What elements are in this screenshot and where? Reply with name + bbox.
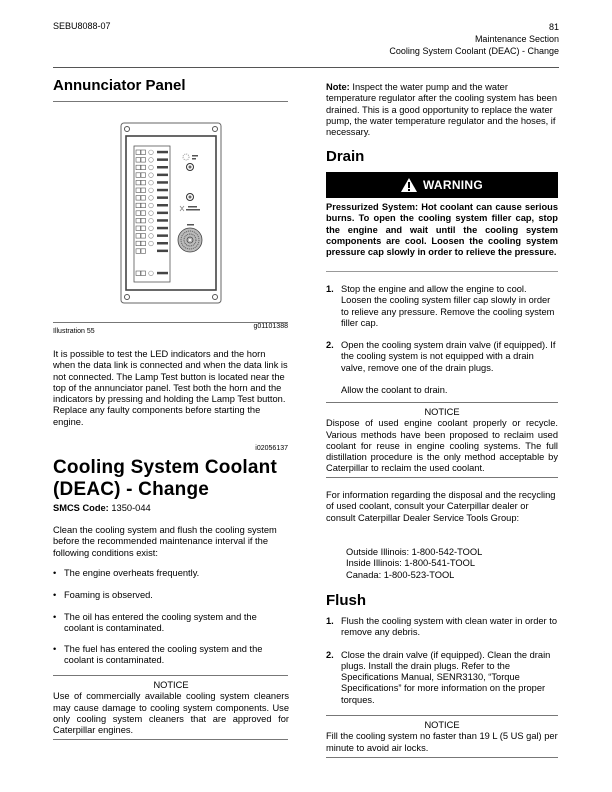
notice1-text: Dispose of used engine coolant properly or recycle. Various methods have been proposed to reclaim used coolant for reuse in engine cooling systems. The full distillation procedure is the only method acceptable by Caterpillar to reclaim the used coolant.	[326, 418, 558, 474]
running-header	[389, 21, 559, 57]
notice1-box	[326, 407, 558, 475]
notice-text: Use of commercially available cooling system cleaners may cause damage to cooling system components. Use only cooling system cleaners that are approved for Caterpillar engines.	[53, 691, 289, 736]
section-title-line2: (DEAC) - Change	[53, 479, 210, 500]
notice2-rule-bottom	[326, 757, 558, 758]
indicator-led	[136, 158, 141, 163]
flush-heading: Flush	[326, 592, 366, 609]
drain-step-2-extra: Allow the coolant to drain.	[341, 385, 448, 396]
indicator-led	[136, 165, 141, 170]
conditions-list	[53, 568, 289, 667]
indicator-led	[136, 173, 141, 178]
disposal-paragraph: For information regarding the disposal and the recycling of used coolant, consult your Caterpillar dealer or consult Caterpillar Dealer Service Tools Group:	[326, 490, 556, 523]
indicator-label	[157, 234, 168, 237]
warning-rule	[326, 271, 558, 272]
flush-step-2: 2. Close the drain valve (if equipped). Clean the drain plugs. Install the drain plugs. Refer to the Specifications Manual, SENR3130, “Torque Specifications” for more information on the proper torques.	[326, 649, 551, 705]
notice2-rule-top	[326, 715, 558, 716]
illustration-caption: Illustration 55	[53, 328, 95, 335]
indicator-led	[136, 150, 141, 155]
indicator-label	[157, 189, 168, 192]
list-item: • The fuel has entered the cooling system and the coolant is contaminated.	[53, 644, 263, 666]
indicator-label	[157, 151, 168, 154]
warning-bar	[326, 172, 558, 198]
flush-step-1: 1. Flush the cooling system with clean water in order to remove any debris.	[326, 616, 557, 638]
warning-text: Pressurized System: Hot coolant can cause serious burns. To open the cooling system filler cap, stop the engine and wait until the cooling system components are cool. Loosen the cooling system pressure cap slowly in order to relieve the pressure.	[326, 202, 558, 258]
indicator-label	[157, 158, 168, 161]
indicator-label	[157, 166, 168, 169]
indicator-led	[141, 241, 146, 246]
indicator-led	[136, 271, 141, 276]
note-label: Note:	[326, 82, 350, 92]
notice2-title: NOTICE	[424, 720, 460, 730]
topic-name: Cooling System Coolant (DEAC) - Change	[389, 46, 559, 56]
notice-rule-bottom	[53, 739, 288, 740]
indicator-label	[157, 212, 168, 215]
section-title	[53, 457, 289, 501]
warning-icon	[401, 178, 417, 192]
warning-box	[326, 172, 558, 258]
indicator-led	[136, 188, 141, 193]
indicator-label	[157, 181, 168, 184]
notice2-box	[326, 720, 558, 754]
header-rule	[53, 67, 559, 68]
smcs-code	[53, 503, 289, 514]
indicator-led	[141, 158, 146, 163]
indicator-led	[141, 188, 146, 193]
indicator-led	[141, 150, 146, 155]
indicator-label	[157, 196, 168, 199]
list-item: • The engine overheats frequently.	[53, 568, 200, 578]
notice-rule-top	[53, 675, 288, 676]
indicator-led	[141, 211, 146, 216]
section-name: Maintenance Section	[474, 34, 559, 44]
indicator-led	[136, 226, 141, 231]
list-item: • Foaming is observed.	[53, 590, 153, 601]
notice-title: NOTICE	[153, 680, 189, 690]
warning-label: WARNING	[422, 178, 484, 192]
notice1-title: NOTICE	[424, 407, 460, 417]
indicator-label	[157, 227, 168, 230]
drain-steps	[326, 284, 558, 396]
notice1-rule-top	[326, 402, 558, 403]
indicator-led	[141, 203, 146, 208]
indicator-led	[141, 218, 146, 223]
notice2-text: Fill the cooling system no faster than 19 L (5 US gal) per minute to avoid air locks.	[326, 731, 558, 753]
annunciator-text: It is possible to test the LED indicators and the horn when the data link is connected and when the data link is not connected. The Lamp Test button is located near the top of the annunciator panel. Test both the horn and the indicators by pressing and holding the Lamp Test button. Replace any faulty components before starting the engine.	[53, 349, 288, 427]
indicator-led	[136, 211, 141, 216]
heading-rule	[53, 101, 288, 102]
indicator-label	[157, 272, 168, 275]
indicator-label	[157, 204, 168, 207]
intro-paragraph: Clean the cooling system and flush the cooling system before the recommended maintenance interval if the following conditions exist:	[53, 525, 277, 558]
indicator-label	[157, 250, 168, 253]
smcs-label: SMCS Code:	[53, 503, 109, 513]
indicator-led	[141, 180, 146, 185]
indicator-led	[136, 234, 141, 239]
note-text: Inspect the water pump and the water temperature regulator after the cooling system has been drained. This is a good opportunity to replace the water pump, the water temperature regulator and the hoses, if necessary.	[326, 82, 558, 138]
illustration-id: g01101388	[253, 323, 288, 330]
doc-number: SEBU8088-07	[53, 21, 111, 31]
annunciator-panel-illustration	[120, 122, 222, 304]
indicator-led	[136, 203, 141, 208]
indicator-led	[136, 249, 141, 254]
drain-step-2: 2. Open the cooling system drain valve (if equipped). If the cooling system is not equipped with a drain valve, remove one of the drain plugs. Allow the coolant to drain.	[326, 340, 558, 396]
panel-drawing	[120, 122, 222, 304]
contact-inside-illinois: Inside Illinois: 1-800-541-TOOL	[346, 558, 476, 569]
drain-heading: Drain	[326, 148, 365, 165]
smcs-value: 1350-044	[111, 503, 151, 513]
indicator-led	[141, 173, 146, 178]
indicator-led	[141, 165, 146, 170]
list-item: • The oil has entered the cooling system and the coolant is contaminated.	[53, 611, 257, 633]
page-number: 81	[548, 22, 559, 32]
annunciator-heading: Annunciator Panel	[53, 77, 186, 94]
indicator-led	[136, 180, 141, 185]
section-id: i02056137	[255, 445, 288, 452]
note-paragraph	[326, 82, 558, 138]
indicator-led	[141, 249, 146, 254]
notice1-rule-bottom	[326, 477, 558, 478]
indicator-led	[141, 234, 146, 239]
contacts-list	[326, 547, 558, 581]
notice-box	[53, 680, 289, 736]
contact-outside-illinois: Outside Illinois: 1-800-542-TOOL	[346, 547, 483, 557]
contact-canada: Canada: 1-800-523-TOOL	[346, 569, 455, 580]
indicator-led	[136, 241, 141, 246]
flush-steps	[326, 616, 558, 706]
indicator-led	[136, 196, 141, 201]
drain-step-1: 1. Stop the engine and allow the engine to cool. Loosen the cooling system filler cap slowly in order to relieve any pressure. Remove the cooling system filler cap.	[326, 284, 555, 328]
indicator-led	[141, 271, 146, 276]
indicator-led	[141, 226, 146, 231]
indicator-led	[141, 196, 146, 201]
indicator-label	[157, 242, 168, 245]
indicator-label	[157, 174, 168, 177]
indicator-label	[157, 219, 168, 222]
indicator-led	[136, 218, 141, 223]
section-title-line1: Cooling System Coolant	[53, 457, 277, 478]
